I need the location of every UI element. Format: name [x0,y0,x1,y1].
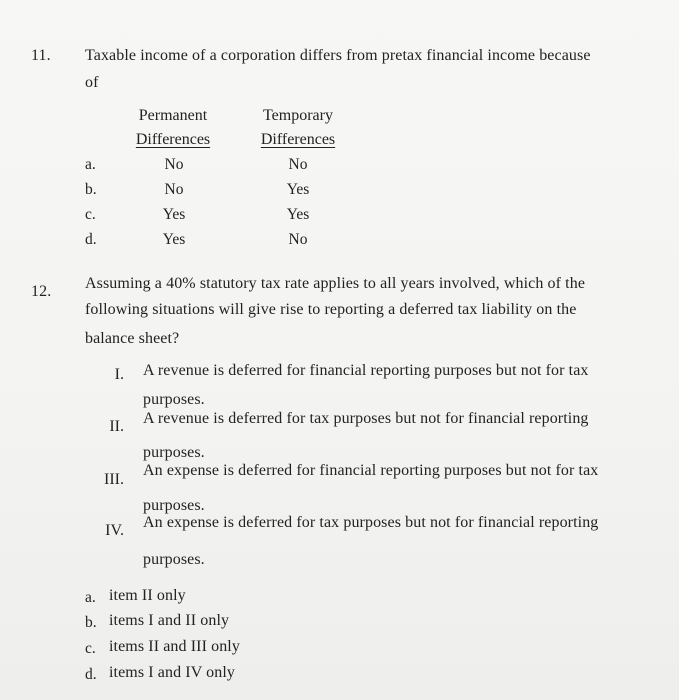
choice-text: items I and IV only [109,664,236,681]
choice-letter: c. [85,640,96,657]
question-12-number: 12. [31,283,52,300]
choice-letter: a. [85,589,96,606]
situation-line2: purposes. [143,391,205,408]
situation-roman: I. [114,366,124,383]
row-letter: c. [85,206,96,223]
col-permanent-header-line2: Differences [135,131,211,148]
choice-text: item II only [109,587,186,604]
col-temporary-header-line1: Temporary [263,107,333,124]
question-11-number: 11. [31,47,51,64]
row-letter: a. [85,156,96,173]
situation-line1: An expense is deferred for financial reporting purposes but not for tax [143,462,599,479]
row-letter: d. [85,231,97,248]
question-12-text-line2: following situations will give rise to reporting a deferred tax liability on the [85,301,577,318]
choice-text: items I and II only [109,612,230,629]
situation-line2: purposes. [143,497,205,514]
permanent-value: Yes [162,231,186,248]
col-temporary-header-line2: Differences [260,131,336,148]
temporary-value: Yes [286,181,310,198]
temporary-value: No [288,231,308,248]
col-permanent-header-line1: Permanent [138,107,208,124]
situation-line2: purposes. [143,551,205,568]
question-11-text-line1: Taxable income of a corporation differs from pretax financial income because [85,47,591,64]
situation-line1: A revenue is deferred for financial reporting purposes but not for tax [143,362,589,379]
situation-line1: An expense is deferred for tax purposes but not for financial reporting [143,514,599,531]
choice-text: items II and III only [109,638,240,655]
situation-roman: IV. [105,522,124,539]
choice-letter: b. [85,614,97,631]
situation-roman: III. [104,471,124,488]
row-letter: b. [85,181,97,198]
question-11-text-line2: of [85,74,99,91]
question-12-text-line3: balance sheet? [85,330,180,347]
permanent-value: No [164,156,184,173]
situation-roman: II. [109,418,124,435]
permanent-value: Yes [162,206,186,223]
permanent-value: No [164,181,184,198]
temporary-value: No [288,156,308,173]
situation-line1: A revenue is deferred for tax purposes but not for financial reporting [143,410,589,427]
temporary-value: Yes [286,206,310,223]
choice-letter: d. [85,666,97,683]
question-12-text-line1: Assuming a 40% statutory tax rate applies to all years involved, which of the [85,275,586,292]
situation-line2: purposes. [143,444,205,461]
